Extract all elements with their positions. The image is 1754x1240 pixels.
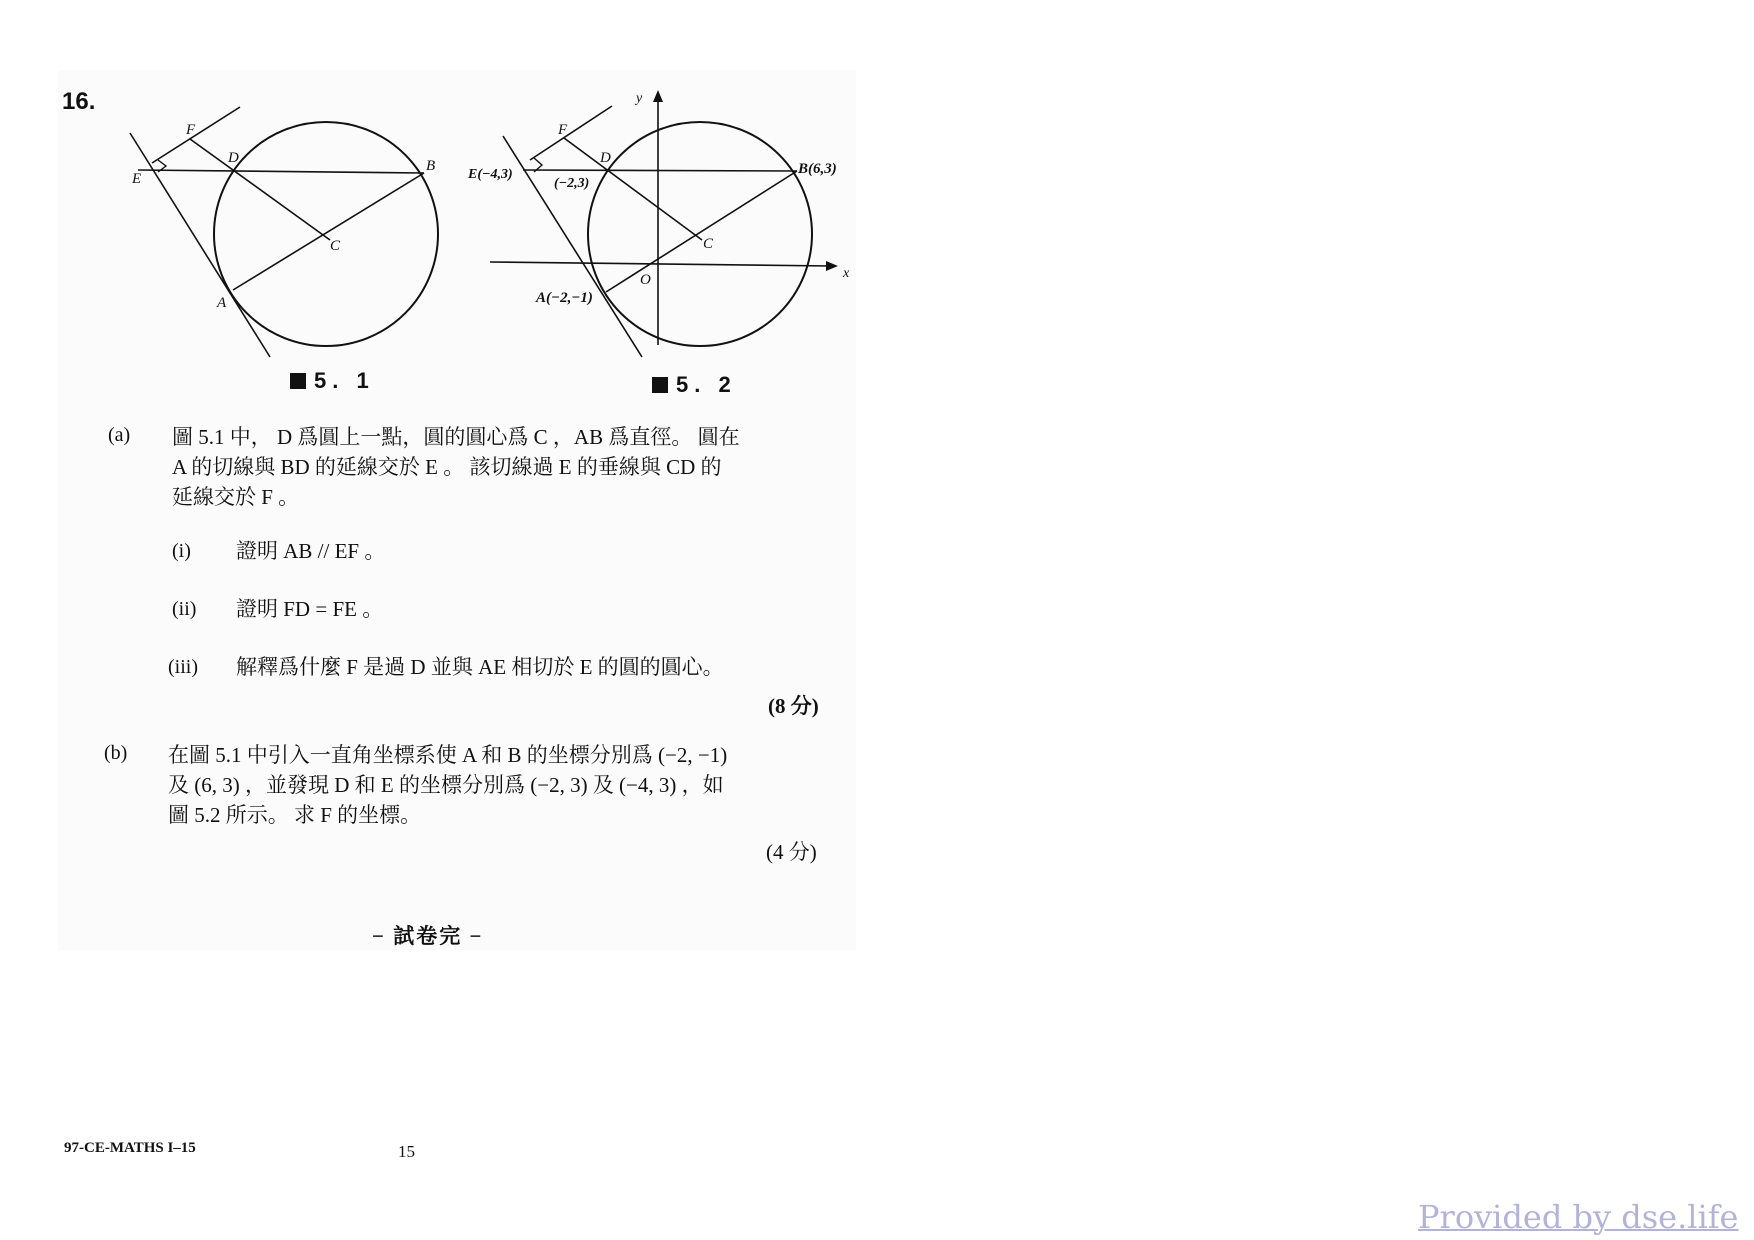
part-b-label: (b): [104, 742, 128, 764]
figure-5-2-caption: [652, 372, 737, 398]
fig2-label-O: O: [640, 272, 651, 288]
part-b-text: [168, 740, 858, 830]
fig2-x-arrow: [826, 261, 838, 271]
fig2-label-D: D: [600, 150, 611, 166]
fig2-label-A: A(−2,−1): [536, 290, 593, 306]
part-b-line-3: 圖 5.2 所示。 求 F 的坐標。: [168, 803, 422, 827]
part-a-i-text: 證明 AB // EF 。: [236, 539, 386, 563]
caption-glyph-block: [652, 377, 668, 393]
fig2-tangent: [503, 136, 642, 357]
end-of-paper: − 試卷完 −: [372, 924, 484, 948]
fig2-diameter-AB: [606, 171, 797, 292]
part-a-line-2: A 的切線與 BD 的延線交於 E 。 該切線過 E 的垂線與 CD 的: [172, 455, 722, 479]
fig2-label-E: E(−4,3): [468, 167, 513, 182]
fig2-label-F: F: [558, 122, 568, 138]
part-a-marks: (8 分): [768, 694, 819, 718]
fig2-line-EB: [523, 170, 797, 171]
caption-glyph-block: [290, 373, 306, 389]
part-a-line-1: 圖 5.1 中， D 爲圓上一點，圓的圓心爲 C ，AB 爲直徑。 圓在: [172, 425, 740, 449]
part-b-marks: (4 分): [766, 840, 817, 864]
part-a-text: [172, 422, 852, 512]
part-a-iii-label: (iii): [168, 656, 198, 678]
fig2-label-B: B(6,3): [798, 161, 837, 177]
fig2-x-axis: [490, 262, 832, 266]
part-a-i-label: (i): [172, 540, 191, 562]
part-a-iii-text: 解釋爲什麼 F 是過 D 並與 AE 相切於 E 的圓的圓心。: [236, 655, 724, 679]
question-number: 16.: [62, 88, 96, 115]
part-a-ii-text: 證明 FD = FE 。: [236, 597, 384, 621]
part-a-ii-label: (ii): [172, 598, 197, 620]
figure-5-1-caption: [290, 368, 375, 394]
fig1-label-B: B: [426, 158, 436, 174]
fig2-circle: [588, 122, 812, 346]
footer-page-number: 15: [398, 1142, 415, 1161]
fig2-label-x: x: [843, 266, 850, 281]
figure-5-1-number: 5. 1: [314, 368, 375, 393]
fig2-label-y: y: [636, 91, 643, 106]
part-b-line-2: 及 (6, 3) ，並發現 D 和 E 的坐標分別爲 (−2, 3) 及 (−4, 3) ，如: [168, 773, 724, 797]
part-a-line-3: 延線交於 F 。: [172, 485, 300, 509]
footer-paper-code: 97-CE-MATHS I–15: [64, 1140, 196, 1156]
fig1-label-C: C: [330, 238, 341, 254]
fig2-y-arrow: [653, 90, 663, 102]
part-b-line-1: 在圖 5.1 中引入一直角坐標系使 A 和 B 的坐標分別爲 (−2, −1): [168, 743, 728, 767]
fig1-label-E: E: [132, 171, 142, 187]
provided-by-link[interactable]: Provided by dse.life: [1418, 1198, 1739, 1236]
fig1-label-A: A: [217, 295, 227, 311]
fig2-label-D-coord: (−2,3): [554, 176, 590, 191]
figure-5-2-number: 5. 2: [676, 372, 737, 397]
part-a-label: (a): [108, 424, 131, 446]
fig1-label-F: F: [186, 122, 196, 138]
fig1-label-D: D: [228, 150, 239, 166]
fig2-label-C: C: [703, 236, 714, 252]
